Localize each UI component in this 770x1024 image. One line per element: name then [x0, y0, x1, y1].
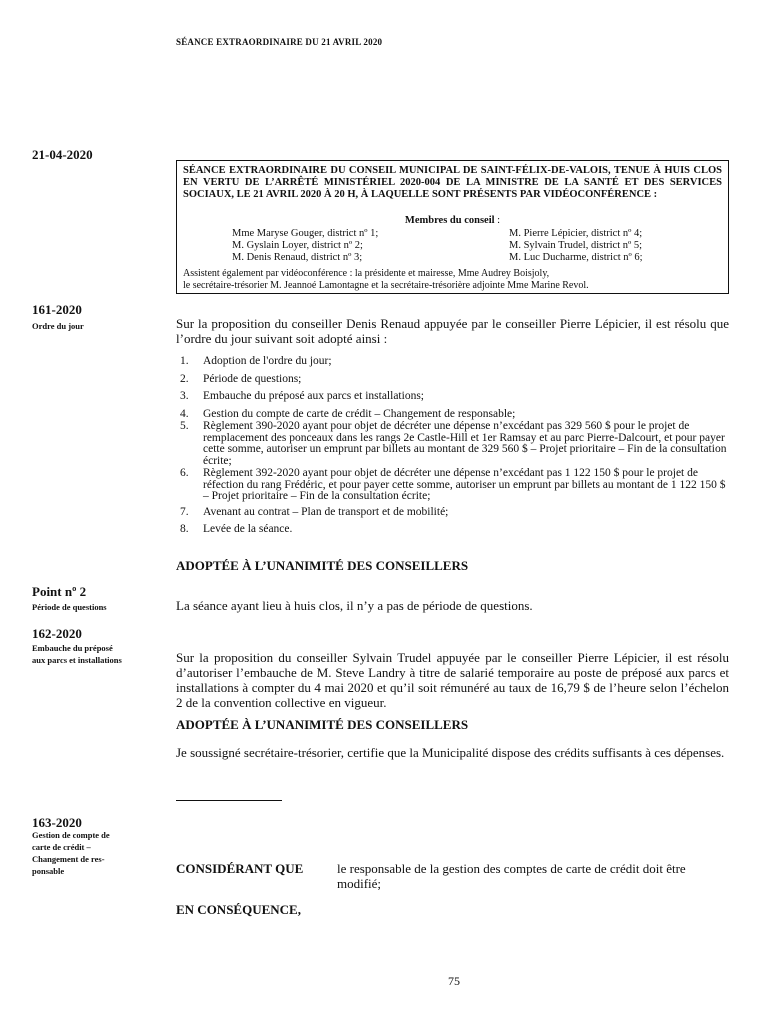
resolution-162-subject-line: aux parcs et installations [32, 655, 122, 665]
resolution-161-subject: Ordre du jour [32, 321, 84, 331]
resolution-163-subject-line: ponsable [32, 866, 65, 876]
council-member: M. Luc Ducharme, district nº 6; [509, 252, 643, 263]
resolution-162-subject-line: Embauche du préposé [32, 643, 113, 653]
agenda-list [176, 356, 729, 536]
resolution-163-subject [32, 829, 110, 877]
considerant-label: CONSIDÉRANT QUE [176, 861, 304, 876]
agenda-item-text: Gestion du compte de carte de crédit – Changement de responsable; [203, 407, 516, 420]
members-right-column [509, 228, 643, 264]
resolution-162-number: 162-2020 [32, 626, 82, 641]
agenda-item [176, 374, 729, 386]
signature-line [176, 800, 282, 801]
agenda-item-number: 3. [180, 390, 189, 402]
consequence-label: EN CONSÉQUENCE, [176, 902, 301, 917]
session-box [176, 160, 729, 294]
members-heading-colon: : [494, 215, 501, 226]
attendees-note [183, 268, 722, 292]
attendees-note-line: le secrétaire-trésorier M. Jeannoé Lamontagne et la secrétaire-trésorière adjointe Mme Marine Revol. [183, 280, 589, 291]
council-member: M. Gyslain Loyer, district nº 2; [232, 240, 363, 251]
resolution-162-proposal: Sur la proposition du conseiller Sylvain Trudel appuyée par le conseiller Pierre Lépicier, il est résolu d’autoriser l’embauche de M. Steve Landry à titre de salarié temporaire au poste de préposé aux parcs et installations à compter du 4 mai 2020 et qu’il soit rémunéré au taux de 16,79 $ de l’heure selon l’échelon 2 de la convention collective en vigueur. [176, 650, 729, 710]
point-2-subject: Période de questions [32, 602, 107, 612]
agenda-item [176, 524, 729, 536]
resolution-161-number: 161-2020 [32, 302, 82, 317]
resolution-162-subject [32, 642, 122, 666]
resolution-161-adopted: ADOPTÉE À L’UNANIMITÉ DES CONSEILLERS [176, 558, 469, 573]
council-member: Mme Maryse Gouger, district nº 1; [232, 228, 379, 239]
agenda-item [176, 391, 729, 403]
agenda-item-text: Levée de la séance. [203, 523, 293, 535]
agenda-item-number: 8. [180, 523, 189, 535]
agenda-item-number: 7. [180, 505, 189, 518]
resolution-163-subject-line: Gestion de compte de [32, 830, 110, 840]
agenda-item-text: Règlement 392-2020 ayant pour objet de décréter une dépense n’excédant pas 1 122 150 $ pour le projet de réfection du rang Frédéric, et pour payer cette somme, autoriser un emprunt par billets au montant de 1 122 150 $ – Projet prioritaire – Fin de la consultation écrite; [203, 467, 726, 502]
council-member: M. Pierre Lépicier, district nº 4; [509, 228, 643, 239]
resolution-162-adopted: ADOPTÉE À L’UNANIMITÉ DES CONSEILLERS [176, 717, 469, 732]
agenda-item-text: Embauche du préposé aux parcs et installations; [203, 390, 424, 402]
agenda-item-text: Règlement 390-2020 ayant pour objet de décréter une dépense n’excédant pas 329 560 $ pour le projet de remplacement des ponceaux dans les rangs 2e Castle-Hill et 1er Ramsay et au parc Pierre-Dalcourt, et pour payer cette somme, autoriser un emprunt par billets au montant de 329 560 $ – Projet prioritaire – Fin de la consultation écrite; [203, 420, 727, 467]
members-heading-label: Membres du conseil [404, 215, 495, 226]
members-left-column [232, 228, 378, 264]
resolution-163-subject-line: Changement de res- [32, 854, 105, 864]
agenda-item [176, 421, 729, 467]
agenda-item [176, 409, 729, 421]
agenda-item-text: Avenant au contrat – Plan de transport et de mobilité; [203, 505, 449, 518]
attendees-note-line: Assistent également par vidéoconférence : la présidente et mairesse, Mme Audrey Boisjoly, [183, 268, 550, 279]
point-2-text: La séance ayant lieu à huis clos, il n’y a pas de période de questions. [176, 598, 533, 613]
agenda-item-number: 6. [180, 467, 189, 479]
agenda-item-text: Adoption de l'ordre du jour; [203, 355, 332, 367]
considerant-text: le responsable de la gestion des comptes de carte de crédit doit être modifié; [337, 861, 686, 891]
session-title: SÉANCE EXTRAORDINAIRE DU CONSEIL MUNICIPAL DE SAINT-FÉLIX-DE-VALOIS, TENUE À HUIS CLOS EN VERTU DE L’ARRÊTÉ MINISTÉRIEL 2020-004 DE LA MINISTRE DE LA SANTÉ ET DES SERVICES SOCIAUX, LE 21 AVRIL 2020 À 20 H, À LAQUELLE SONT PRÉSENTS PAR VIDÉOCONFÉRENCE : [183, 165, 722, 200]
agenda-item-text: Période de questions; [203, 372, 302, 385]
council-member: M. Sylvain Trudel, district nº 5; [509, 240, 643, 251]
agenda-item [176, 356, 729, 368]
agenda-item-number: 5. [180, 420, 189, 432]
credit-certification: Je soussigné secrétaire-trésorier, certifie que la Municipalité dispose des crédits suffisants à ces dépenses. [176, 745, 725, 760]
members-heading [177, 215, 728, 226]
agenda-item-number: 4. [180, 407, 189, 420]
resolution-163-subject-line: carte de crédit – [32, 842, 91, 852]
agenda-item-number: 1. [180, 355, 189, 367]
agenda-item [176, 468, 729, 503]
council-member: M. Denis Renaud, district nº 3; [232, 252, 363, 263]
resolution-161-proposal: Sur la proposition du conseiller Denis Renaud appuyée par le conseiller Pierre Lépicier, il est résolu que l’ordre du jour suivant soit adopté ainsi : [176, 316, 729, 346]
agenda-item-number: 2. [180, 372, 189, 385]
page-number: 75 [448, 974, 460, 988]
point-2-number: Point nº 2 [32, 584, 87, 599]
agenda-item [176, 507, 729, 519]
resolution-163-number: 163-2020 [32, 815, 82, 830]
meeting-date: 21-04-2020 [32, 147, 93, 162]
page-header: SÉANCE EXTRAORDINAIRE DU 21 AVRIL 2020 [176, 37, 383, 47]
